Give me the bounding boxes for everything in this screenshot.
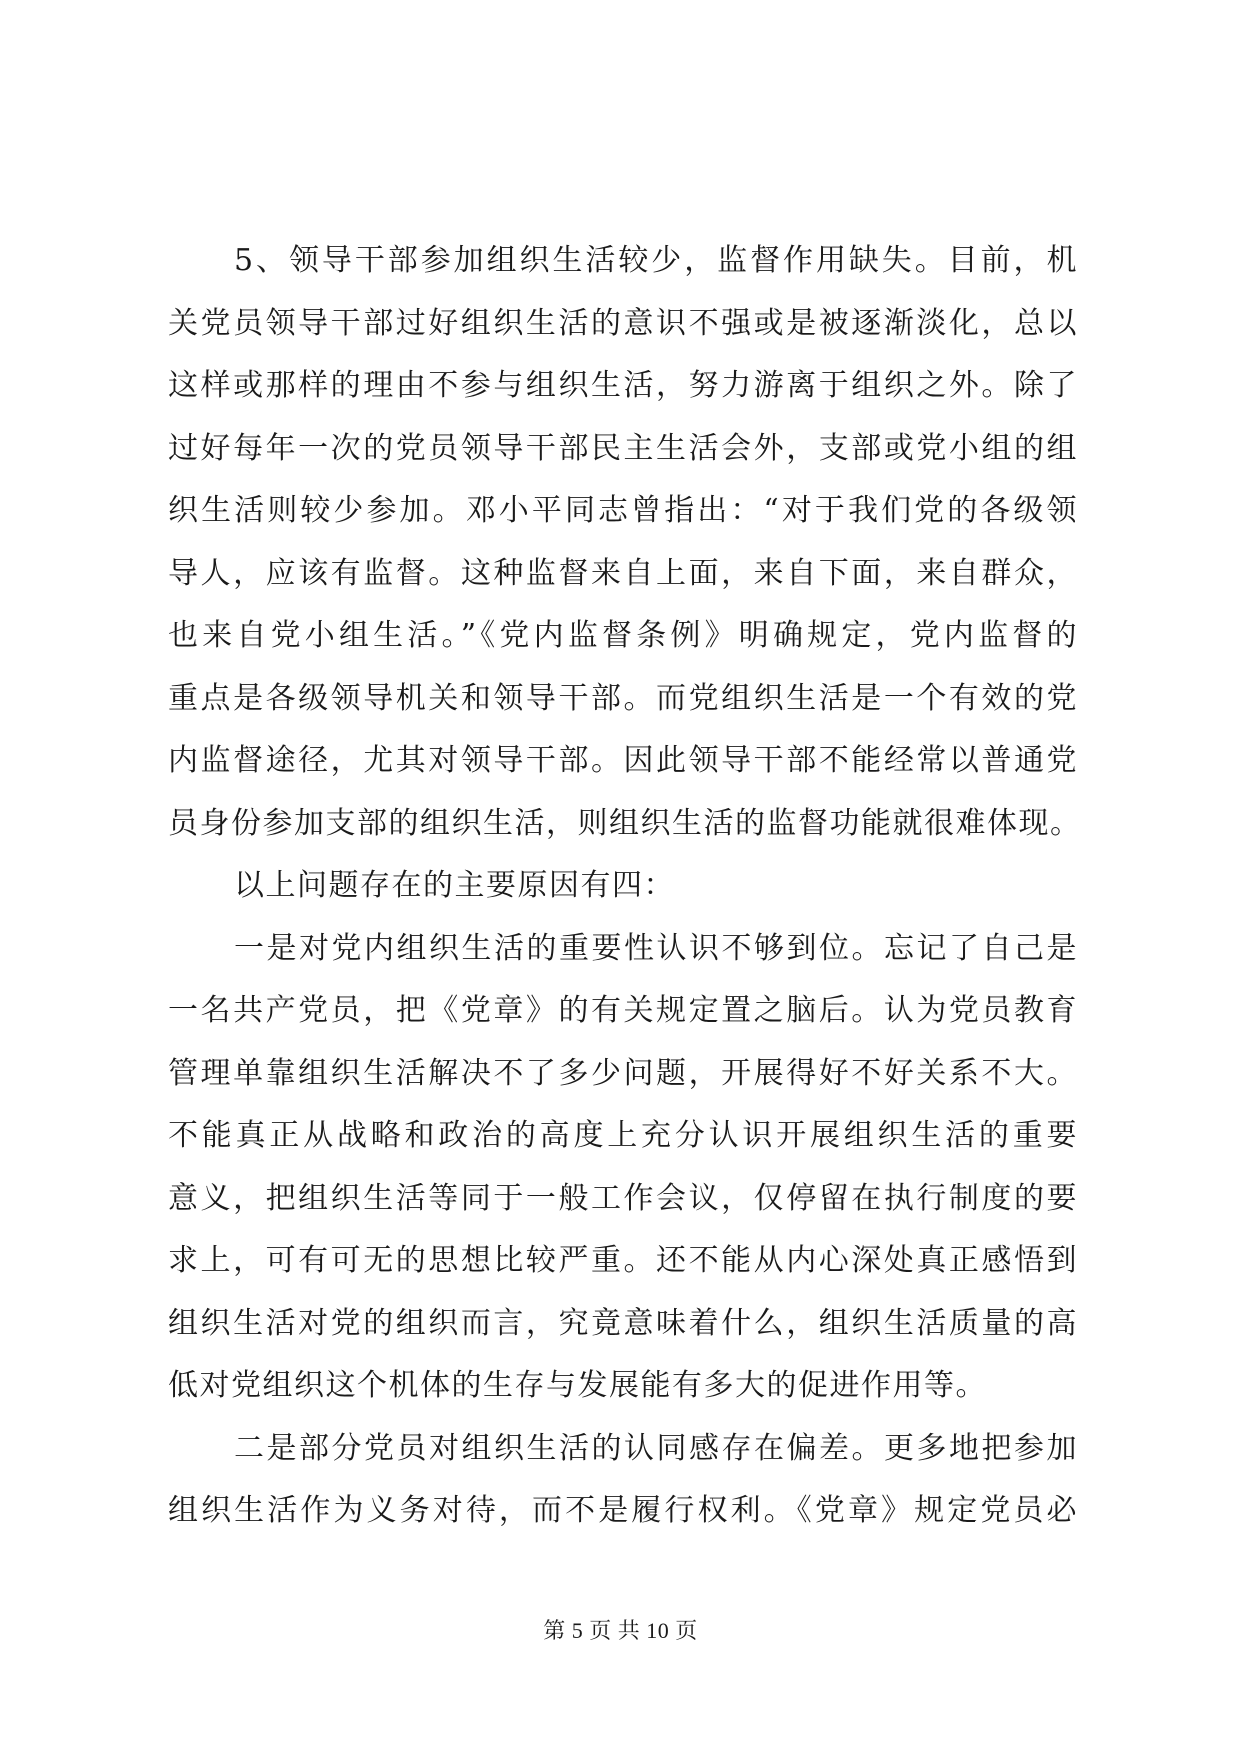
paragraph-line: 二是部分党员对组织生活的认同感存在偏差。更多地把参加 <box>234 1430 1078 1466</box>
paragraph-line: 以上问题存在的主要原因有四： <box>234 868 675 903</box>
paragraph-line: 也来自党小组生活。”《党内监督条例》明确规定，党内监督的 <box>168 618 1078 653</box>
paragraph-line: 重点是各级领导机关和领导干部。而党组织生活是一个有效的党 <box>168 680 1078 716</box>
paragraph-line: 一名共产党员，把《党章》的有关规定置之脑后。认为党员教育 <box>168 993 1078 1028</box>
paragraph-line: 一是对党内组织生活的重要性认识不够到位。忘记了自己是 <box>234 930 1078 966</box>
paragraph-line: 求上，可有可无的思想比较严重。还不能从内心深处真正感悟到 <box>168 1243 1078 1278</box>
paragraph-line: 织生活则较少参加。邓小平同志曾指出：“对于我们党的各级领 <box>168 493 1078 528</box>
document-body <box>168 230 1082 1543</box>
paragraph-line: 管理单靠组织生活解决不了多少问题，开展得好不好关系不大。 <box>168 1055 1078 1091</box>
paragraph-line: 这样或那样的理由不参与组织生活，努力游离于组织之外。除了 <box>168 368 1078 403</box>
paragraph-line: 过好每年一次的党员领导干部民主生活会外，支部或党小组的组 <box>168 430 1078 466</box>
paragraph-line: 意义，把组织生活等同于一般工作会议，仅停留在执行制度的要 <box>168 1180 1078 1216</box>
paragraph-line: 导人，应该有监督。这种监督来自上面，来自下面，来自群众， <box>168 555 1078 591</box>
paragraph-line: 低对党组织这个机体的生存与发展能有多大的促进作用等。 <box>168 1368 987 1403</box>
paragraph-line: 关党员领导干部过好组织生活的意识不强或是被逐渐淡化，总以 <box>168 305 1078 341</box>
paragraph-line: 组织生活作为义务对待，而不是履行权利。《党章》规定党员必 <box>168 1493 1078 1528</box>
paragraph-line: 员身份参加支部的组织生活，则组织生活的监督功能就很难体现。 <box>168 805 1082 841</box>
paragraph-line: 5、领导干部参加组织生活较少，监督作用缺失。目前，机 <box>234 243 1078 278</box>
paragraph-line: 内监督途径，尤其对领导干部。因此领导干部不能经常以普通党 <box>168 743 1078 778</box>
paragraph-line: 不能真正从战略和政治的高度上充分认识开展组织生活的重要 <box>168 1118 1078 1153</box>
paragraph-line: 组织生活对党的组织而言，究竟意味着什么，组织生活质量的高 <box>168 1305 1078 1341</box>
page-footer: 第 5 页 共 10 页 <box>543 1618 698 1643</box>
